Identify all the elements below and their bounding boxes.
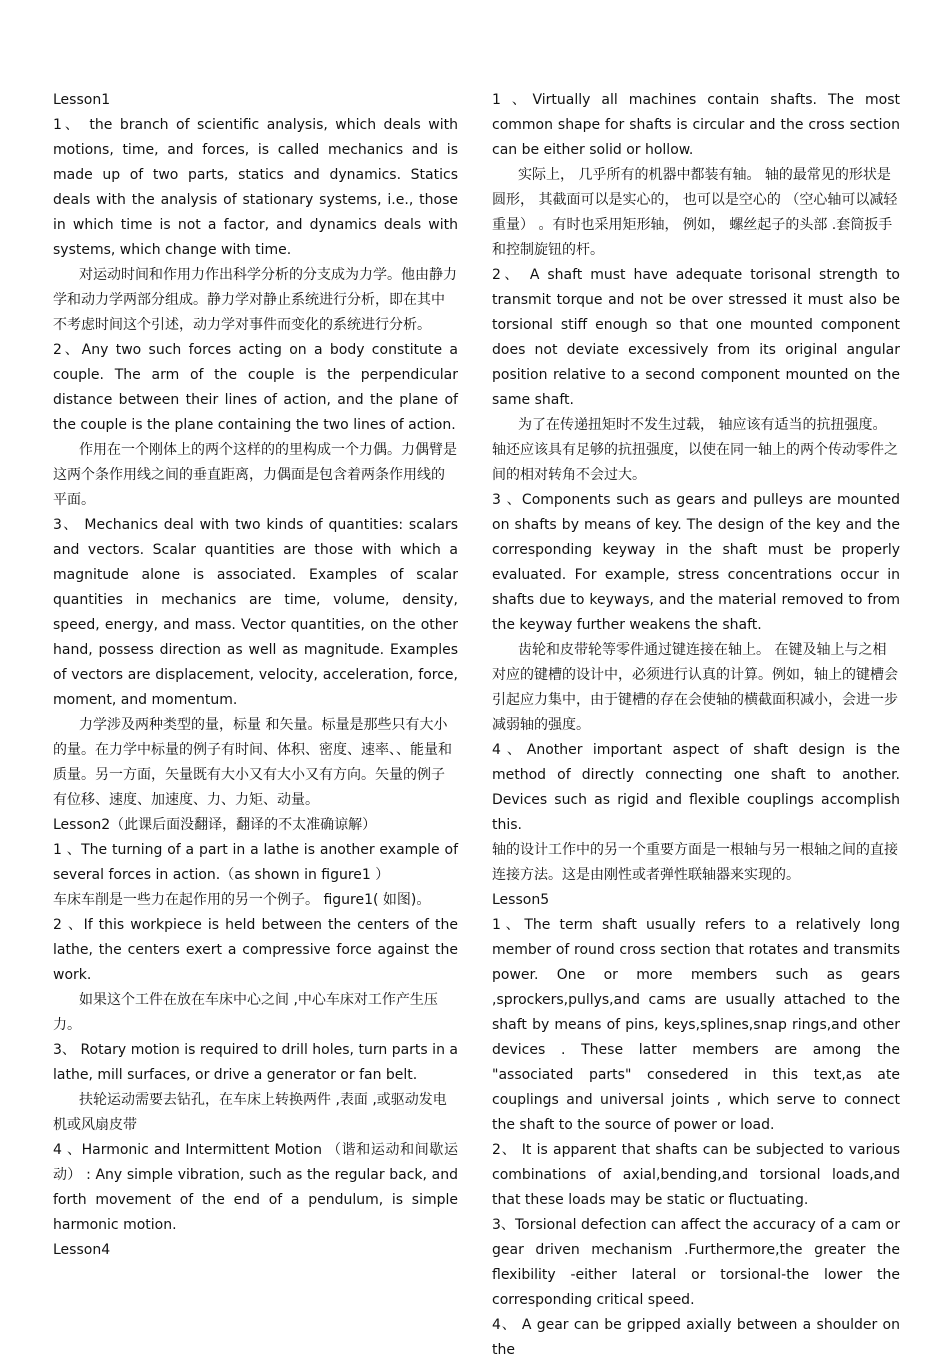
paragraph-en: 2、 It is apparent that shafts can be subjected to various combinations of axial,bending,and torsional loads,and that these loads may be static or fluctuating. [492,1142,900,1208]
paragraph-en: 3、 Mechanics deal with two kinds of quantities: scalars and vectors. Scalar quantities are those with which a magnitude alone is associated. Examples of scalar quantities in mechanics are time, volume, density, speed, energy, and mass. Vector quantities, on the other hand, possess direction as well as magnitude. Examples of vectors are displacement, velocity, acceleration, force, moment, and momentum. [53,517,458,708]
paragraph-cn: 轴的设计工作中的另一个重要方面是一根轴与另一根轴之间的直接连接方法。这是由刚性或者弹性联轴器来实现的。 [492,842,898,883]
paragraph-en: 1、 the branch of scientific analysis, which deals with motions, time, and forces, is called mechanics and is made up of two parts, statics and dynamics. Statics deals with the analysis of stationary systems, i.e., those in which time is not a factor, and dynamics deals with systems, which change with time. [53,117,458,258]
paragraph-cn: 实际上， 几乎所有的机器中都装有轴。 轴的最常见的形状是圆形， 其截面可以是实心的， 也可以是空心的 （空心轴可以减轻重量） 。有时也采用矩形轴， 例如， 螺丝起子的头部 .套筒扳手和控制旋钮的杆。 [492,167,898,258]
paragraph-cn: 车床车削是一些力在起作用的另一个例子。 figure1( 如图)。 [53,892,431,908]
paragraph-en: 4、Another important aspect of shaft design is the method of directly connecting one shaft to another. Devices such as rigid and flexible couplings accomplish this. [492,742,900,833]
paragraph-cn: 为了在传递扭矩时不发生过载， 轴应该有适当的抗扭强度。轴还应该具有足够的抗扭强度，以使在同一轴上的两个传动零件之间的相对转角不会过大。 [492,417,898,483]
lesson4-heading: Lesson4 [53,1242,111,1258]
paragraph-cn: 作用在一个刚体上的两个这样的的里构成一个力偶。力偶臂是这两个条作用线之间的垂直距离，力偶面是包含着两条作用线的平面。 [53,442,457,508]
paragraph-cn: 扶轮运动需要去钻孔，在车床上转换两件 ,表面 ,或驱动发电机或风扇皮带 [53,1092,447,1133]
paragraph-en: 2 、If this workpiece is held between the centers of the lathe, the centers exert a compressive force against the work. [53,917,458,983]
left-column [53,88,458,1263]
paragraph-cn: 对运动时间和作用力作出科学分析的分支成为力学。他由静力学和动力学两部分组成。静力学对静止系统进行分析，即在其中不考虑时间这个引述，动力学对事件而变化的系统进行分析。 [53,267,457,333]
paragraph-en: 3 、Components such as gears and pulleys are mounted on shafts by means of key. The design of the key and the corresponding keyway in the shaft must be properly evaluated. For example, stress concentrations occur in shafts due to keyways, and the material removed to from the keyway further weakens the shaft. [492,492,900,633]
paragraph-en: 3、 Rotary motion is required to drill holes, turn parts in a lathe, mill surfaces, or drive a generator or fan belt. [53,1042,458,1083]
paragraph-en: 1 、The turning of a part in a lathe is another example of several forces in action.（as shown in figure1 ） [53,842,458,883]
lesson1-heading: Lesson1 [53,92,111,108]
lesson5-heading: Lesson5 [492,892,550,908]
paragraph-en: 1、The term shaft usually refers to a relatively long member of round cross section that rotates and transmits power. One or more members such as gears ,sprockers,pullys,and cams are usually attached to the shaft by means of pins, keys,splines,snap rings,and other devices . These latter members are among the "associated parts" consedered in this text,as ate couplings and universal joints , which serve to connect the shaft to the source of power or load. [492,917,900,1133]
paragraph-cn: 齿轮和皮带轮等零件通过键连接在轴上。 在键及轴上与之相对应的键槽的设计中，必须进行认真的计算。例如，轴上的键槽会引起应力集中，由于键槽的存在会使轴的横截面积减小，会进一步减弱轴的强度。 [492,642,898,733]
right-column [492,88,900,1363]
paragraph-en: 4、 A gear can be gripped axially between a shoulder on the [492,1317,900,1358]
paragraph-cn: 力学涉及两种类型的量，标量 和矢量。标量是那些只有大小的量。在力学中标量的例子有时间、体积、密度、速率、、能量和质量。另一方面，矢量既有大小又有大小又有方向。矢量的例子有位移、速度、加速度、力、力矩、动量。 [53,717,452,808]
paragraph-en: 3、Torsional defection can affect the accuracy of a cam or gear driven mechanism .Furthermore,the greater the flexibility -either lateral or torsional-the lower the corresponding critical speed. [492,1217,900,1308]
paragraph-en: 2、 A shaft must have adequate torisonal strength to transmit torque and not be over stressed it must also be torsional stiff enough so that one mounted component does not deviate excessively from its original angular position relative to a second component mounted on the same shaft. [492,267,900,408]
paragraph-en: 2、Any two such forces acting on a body constitute a couple. The arm of the couple is the perpendicular distance between their lines of action, and the plane of the couple is the plane containing the two lines of action. [53,342,458,433]
paragraph-en: 1 、Virtually all machines contain shafts. The most common shape for shafts is circular and the cross section can be either solid or hollow. [492,92,900,158]
paragraph-en: 4 、Harmonic and Intermittent Motion （谐和运动和间歇运动） : Any simple vibration, such as the regular back, and forth movement of the end of a pendulum, is simple harmonic motion. [53,1142,458,1233]
lesson2-heading: Lesson2（此课后面没翻译，翻译的不太准确谅解） [53,817,377,833]
paragraph-cn: 如果这个工件在放在车床中心之间 ,中心车床对工作产生压力。 [53,992,438,1033]
